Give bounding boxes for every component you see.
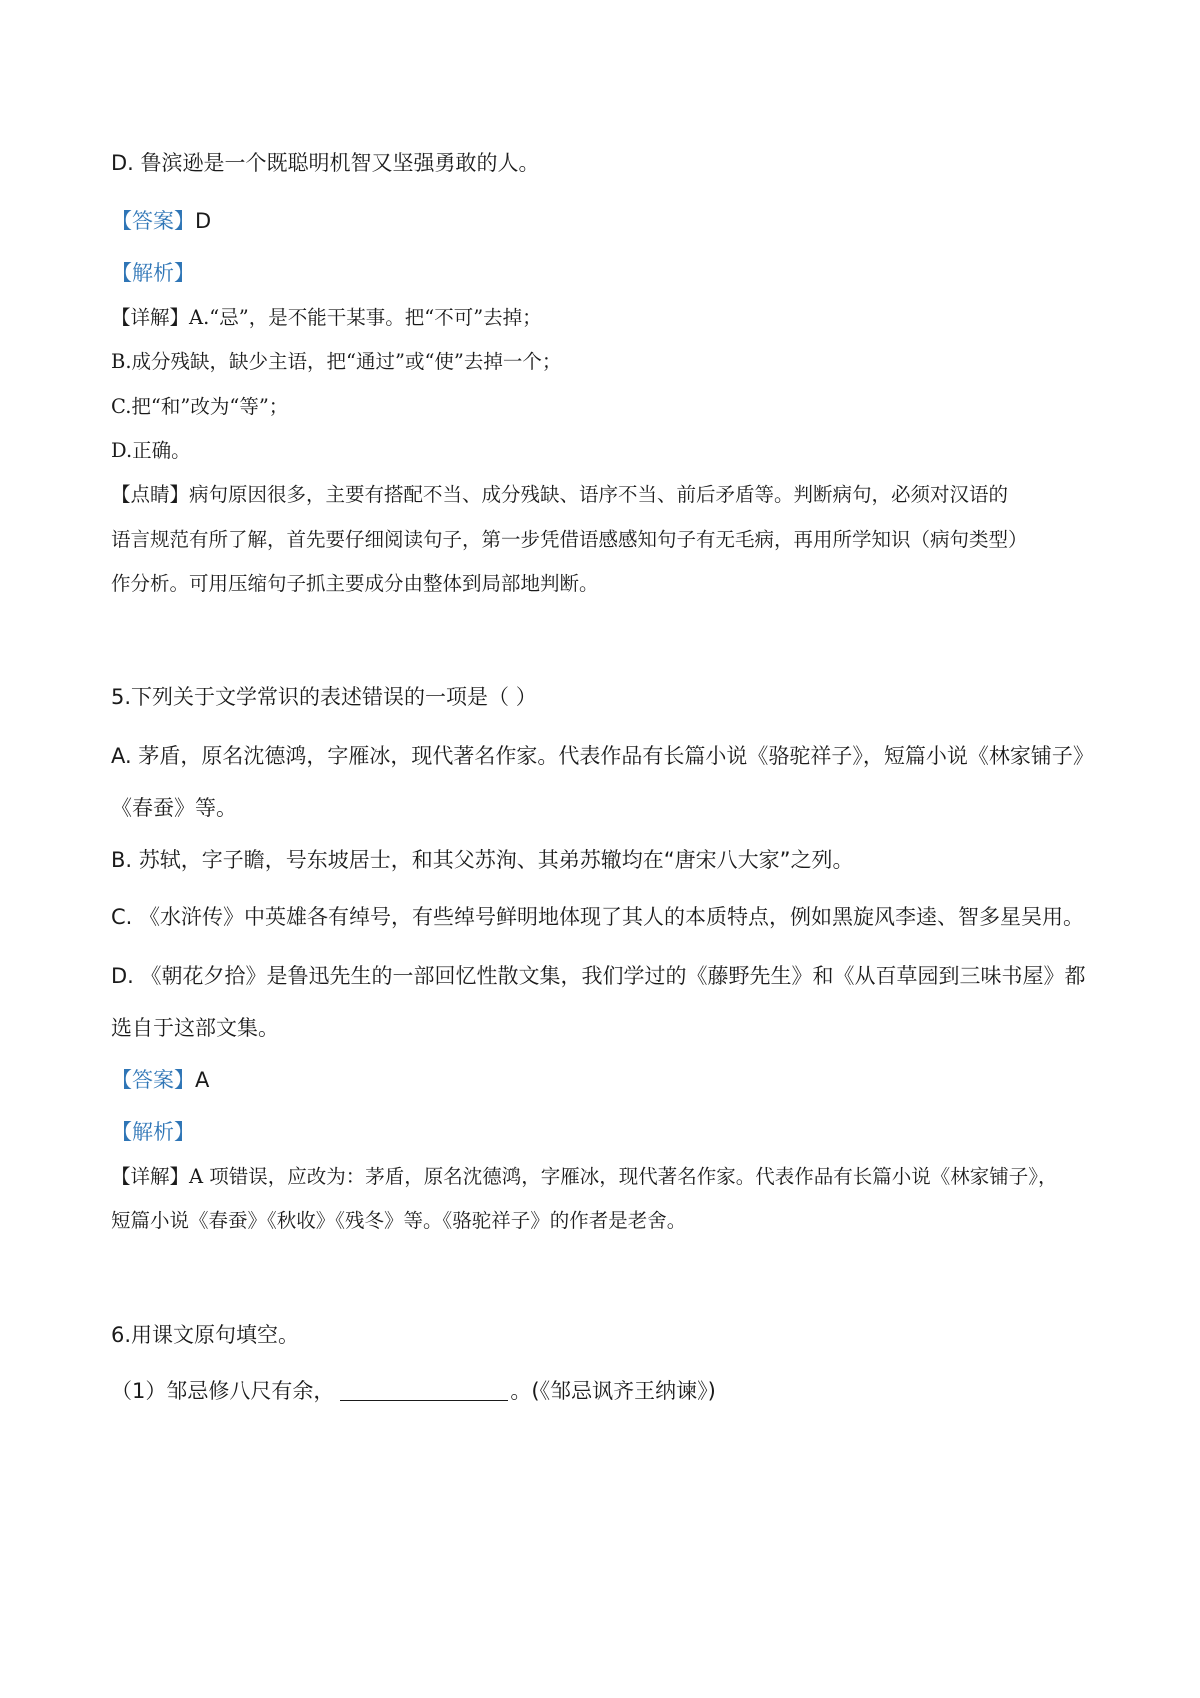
prev-option-d: D. 鲁滨逊是一个既聪明机智又坚强勇敢的人。 <box>111 151 540 175</box>
q5-answer <box>111 1065 1101 1095</box>
q5-analysis-tag <box>111 1117 1101 1147</box>
prev-detail-b: B.成分残缺，缺少主语，把“通过”或“使”去掉一个； <box>111 350 562 373</box>
detail-line1-text: A 项错误，应改为：茅盾，原名沈德鸿，字雁冰，现代著名作家。代表作品有长篇小说《林家铺子》， <box>189 1165 1058 1188</box>
analysis-tag: 【解析】 <box>111 1120 195 1144</box>
item1-prefix: （1）邹忌修八尺有余， <box>111 1379 335 1403</box>
answer-tag: 【答案】 <box>111 1068 195 1092</box>
prev-tip-line1 <box>111 480 1101 510</box>
q5-option-d-line1: D. 《朝花夕拾》是鲁迅先生的一部回忆性散文集，我们学过的《藤野先生》和《从百草园到三味书屋》都 <box>111 964 1086 988</box>
tip-tag: 【点睛】 <box>111 483 190 506</box>
answer-value: D <box>195 209 212 233</box>
q5-option-a-line2: 《春蚕》等。 <box>111 796 237 820</box>
q5-detail-line1 <box>111 1162 1101 1192</box>
q5-stem: 5.下列关于文学常识的表述错误的一项是（ ） <box>111 685 537 709</box>
q5-option-d-line2: 选自于这部文集。 <box>111 1016 279 1040</box>
fill-in-blank[interactable] <box>340 1378 508 1401</box>
prev-analysis-tag <box>111 258 1101 288</box>
q6-item1 <box>111 1376 1101 1406</box>
detail-tag: 【详解】 <box>111 1165 190 1188</box>
prev-answer <box>111 206 1101 236</box>
prev-tip-line3: 作分析。可用压缩句子抓主要成分由整体到局部地判断。 <box>111 572 599 595</box>
answer-tag: 【答案】 <box>111 209 195 233</box>
item1-suffix: 。(《邹忌讽齐王纳谏》) <box>510 1379 716 1403</box>
q5-option-c: C. 《水浒传》中英雄各有绰号，有些绰号鲜明地体现了其人的本质特点，例如黑旋风李逵、智多星吴用。 <box>111 905 1085 929</box>
analysis-tag: 【解析】 <box>111 261 195 285</box>
prev-detail-d: D.正确。 <box>111 439 191 462</box>
q6-stem: 6.用课文原句填空。 <box>111 1323 300 1347</box>
q5-option-a-line1: A. 茅盾，原名沈德鸿，字雁冰，现代著名作家。代表作品有长篇小说《骆驼祥子》，短篇小说《林家铺子》 <box>111 744 1094 768</box>
q5-detail-line2: 短篇小说《春蚕》《秋收》《残冬》等。《骆驼祥子》的作者是老舍。 <box>111 1209 687 1232</box>
prev-detail-a <box>111 303 1101 333</box>
prev-detail-c: C.把“和”改为“等”； <box>111 395 289 418</box>
detail-a-text: A.“忌”，是不能干某事。把“不可”去掉； <box>189 306 542 329</box>
detail-tag: 【详解】 <box>111 306 190 329</box>
q5-option-b: B. 苏轼，字子瞻，号东坡居士，和其父苏洵、其弟苏辙均在“唐宋八大家”之列。 <box>111 848 854 872</box>
answer-value: A <box>195 1068 210 1092</box>
tip-line1-text: 病句原因很多，主要有搭配不当、成分残缺、语序不当、前后矛盾等。判断病句，必须对汉语的 <box>189 483 1009 506</box>
prev-tip-line2: 语言规范有所了解，首先要仔细阅读句子，第一步凭借语感感知句子有无毛病，再用所学知识（病句类型） <box>111 528 1028 551</box>
